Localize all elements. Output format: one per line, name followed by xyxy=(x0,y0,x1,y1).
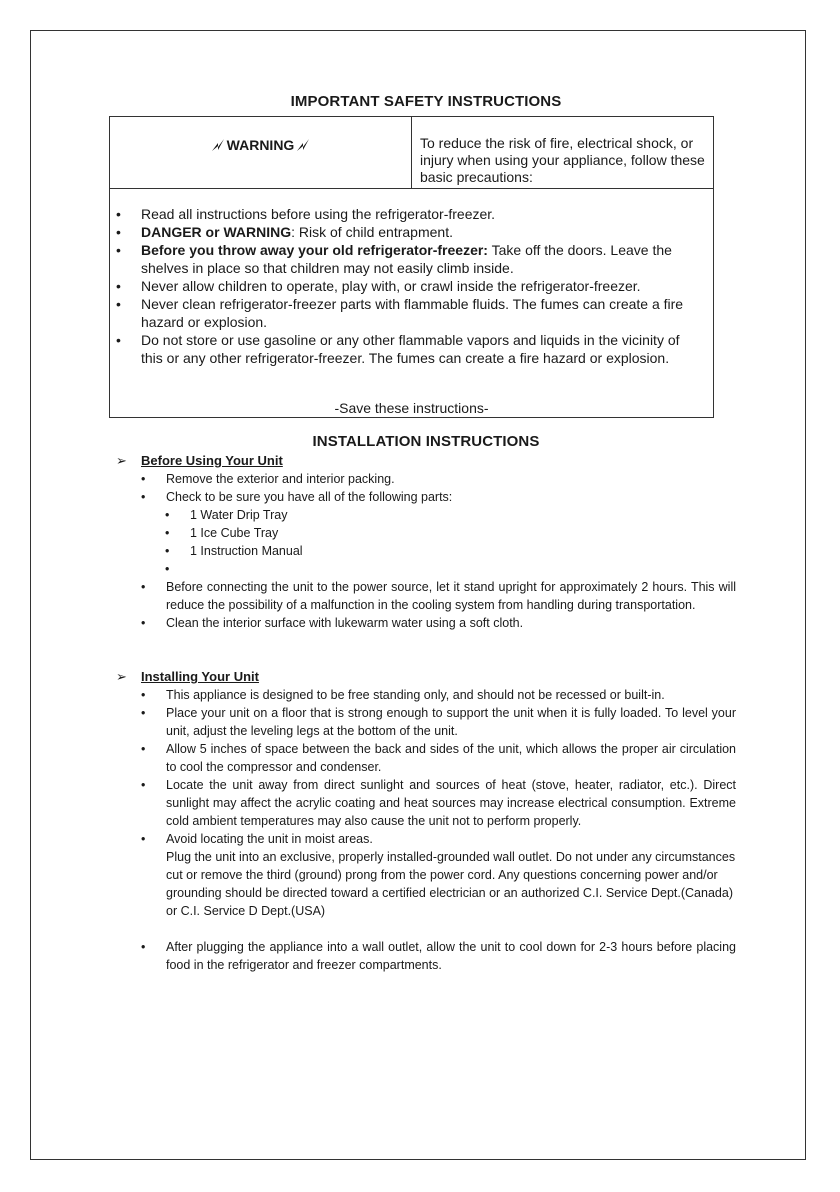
list-item: • Before you throw away your old refrigerator-freezer: Take off the doors. Leave the shelves in place so that children may not easily climb inside. xyxy=(116,242,672,276)
lightning-icon xyxy=(294,138,312,152)
list-item: • After plugging the appliance into a wall outlet, allow the unit to cool down for 2-3 hours before placing food in the refrigerator and freezer compartments. xyxy=(141,940,736,972)
parts-item: • 1 Ice Cube Tray xyxy=(165,526,279,540)
header-divider xyxy=(411,117,412,188)
warning-label: WARNING xyxy=(226,137,295,153)
safety-title: IMPORTANT SAFETY INSTRUCTIONS xyxy=(290,93,562,110)
list-item: • Before connecting the unit to the power source, let it stand upright for approximately 2 hours. This will reduce the possibility of a malfunction in the cooling system from handling during transportation. xyxy=(141,580,736,612)
warning-cell xyxy=(110,137,411,153)
section-heading: ➢ Before Using Your Unit xyxy=(116,453,283,468)
before-using-section xyxy=(116,452,736,632)
lightning-icon xyxy=(209,138,227,152)
list-item: • Never allow children to operate, play with, or crawl inside the refrigerator-freezer. xyxy=(116,278,641,294)
list-item: • Do not store or use gasoline or any other flammable vapors and liquids in the vicinity of this or any other refrigerator-freezer. The fumes can create a fire hazard or explosion. xyxy=(116,332,680,366)
parts-item: • 1 Instruction Manual xyxy=(165,544,303,558)
precaution-note: To reduce the risk of fire, electrical shock, or injury when using your appliance, follow these basic precautions: xyxy=(420,135,705,185)
list-item: • DANGER or WARNING: Risk of child entrapment. xyxy=(116,224,453,240)
safety-box xyxy=(109,116,714,418)
plug-paragraph: Plug the unit into an exclusive, properly installed-grounded wall outlet. Do not under any circumstances cut or remove the third (ground) prong from the power cord. Any questions concerning power and/or grounding should be directed toward a certified electrician or an authorized C.I. Service Dept.(Canada) or C.I. Service D Dept.(USA) xyxy=(166,850,736,918)
list-item: • Locate the unit away from direct sunlight and sources of heat (stove, heater, radiator, etc.). Direct sunlight may affect the acrylic coating and heat sources may increase electrical consumption. Extreme cold ambient temperatures may also cause the unit not to perform properly. xyxy=(141,778,736,828)
parts-item: • 1 Water Drip Tray xyxy=(165,508,288,522)
warning-header xyxy=(110,117,713,189)
list-item: • Allow 5 inches of space between the back and sides of the unit, which allows the proper air circulation to cool the compressor and condenser. xyxy=(141,742,736,774)
list-item: • Avoid locating the unit in moist areas. xyxy=(141,832,373,846)
list-item: • Never clean refrigerator-freezer parts with flammable fluids. The fumes can create a fire hazard or explosion. xyxy=(116,296,684,330)
list-item: • Place your unit on a floor that is strong enough to support the unit when it is fully loaded. To level your unit, adjust the leveling legs at the bottom of the unit. xyxy=(141,706,736,738)
arrow-bullet-icon: ➢ xyxy=(116,453,127,468)
list-item: • Clean the interior surface with lukewarm water using a soft cloth. xyxy=(141,616,524,630)
safety-list xyxy=(110,205,713,367)
parts-item: • xyxy=(165,562,170,576)
list-item: • This appliance is designed to be free standing only, and should not be recessed or built-in. xyxy=(141,688,665,702)
installing-section xyxy=(116,668,736,974)
list-item: • Remove the exterior and interior packing. xyxy=(141,472,395,486)
list-item: • Check to be sure you have all of the following parts: xyxy=(141,490,453,504)
list-item: • Read all instructions before using the refrigerator-freezer. xyxy=(116,206,496,222)
section-heading: ➢ Installing Your Unit xyxy=(116,669,259,684)
arrow-bullet-icon: ➢ xyxy=(116,669,127,684)
save-instructions-line: -Save these instructions- xyxy=(334,400,489,416)
installation-title: INSTALLATION INSTRUCTIONS xyxy=(312,433,540,450)
